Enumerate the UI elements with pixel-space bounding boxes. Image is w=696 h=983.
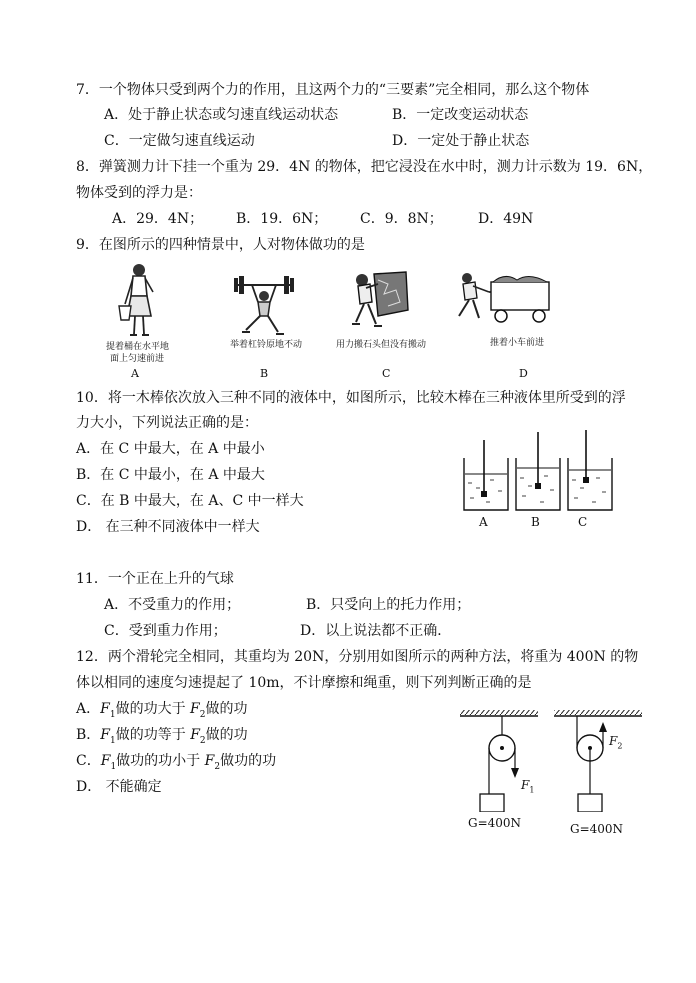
q7-option-a: A．处于静止状态或匀速直线运动状态 — [104, 107, 339, 123]
beaker-c — [568, 430, 612, 510]
q9-figure-a-person-carrying-bucket — [115, 262, 165, 342]
q10-option-c: C．在 B 中最大，在 A、C 中一样大 — [76, 493, 304, 509]
q9-caption-d: 推着小车前进 — [490, 338, 545, 348]
q12-option-d: D． 不能确定 — [76, 779, 162, 795]
beaker-a — [464, 440, 508, 510]
q8-option-c: C．9．8N； — [360, 211, 443, 227]
q9-caption-a-line1: 提着桶在水平地 — [106, 342, 170, 352]
q11-stem: 11．一个正在上升的气球 — [76, 571, 234, 587]
q9-label-c: C — [382, 367, 391, 380]
q11-option-b: B．只受向上的托力作用； — [306, 597, 471, 613]
q7-option-b: B．一定改变运动状态 — [392, 107, 529, 123]
q10-beaker-label-c: C — [578, 515, 588, 529]
q10-option-a: A．在 C 中最大，在 A 中最小 — [76, 441, 265, 457]
q10-option-d: D． 在三种不同液体中一样大 — [76, 519, 260, 535]
q7-option-d: D．一定处于静止状态 — [392, 133, 530, 149]
q8-stem: 8．弹簧测力计下挂一个重为 29．4N 的物体，把它浸没在水中时，测力计示数为 19．6N， — [76, 159, 653, 175]
q12-pulley-figure — [456, 708, 646, 812]
q12-option-b: B．$F_1$做的功等于 $F_2$做的功 — [76, 727, 248, 746]
beaker-b — [516, 432, 560, 510]
q10-beakers-figure — [460, 428, 620, 514]
q12-option-c: C．$F_1$做功的功小于 $F_2$做功的功 — [76, 753, 277, 772]
q11-option-c: C．受到重力作用； — [104, 623, 227, 639]
q11-option-d: D．以上说法都不正确． — [300, 623, 452, 639]
q9-label-b: B — [260, 367, 269, 380]
q9-label-a: A — [131, 367, 139, 380]
q7-stem: 7．一个物体只受到两个力的作用，且这两个力的“三要素”完全相同，那么这个物体 — [76, 82, 590, 98]
q9-figure-d-pushing-cart — [455, 268, 555, 330]
q12-stem: 12．两个滑轮完全相同，其重均为 20N，分别用如图所示的两种方法，将重为 400N 的物 — [76, 649, 639, 665]
q7-option-c: C．一定做匀速直线运动 — [104, 133, 255, 149]
q11-option-a: A．不受重力的作用； — [104, 597, 241, 613]
q10-stem: 10．将一木棒依次放入三种不同的液体中，如图所示，比较木棒在三种液体里所受到的浮 — [76, 390, 626, 406]
q12-force-f2-label: $F_2$ — [609, 734, 623, 751]
q10-stem-cont: 力大小，下列说法正确的是： — [76, 415, 258, 431]
q12-stem-cont: 体以相同的速度匀速提起了 10m，不计摩擦和绳重，则下列判断正确的是 — [76, 675, 532, 691]
q8-option-b: B．19．6N； — [236, 211, 328, 227]
q8-stem-cont: 物体受到的浮力是： — [76, 185, 202, 201]
q12-option-a: A．$F_1$做的功大于 $F_2$做的功 — [76, 701, 248, 720]
q10-beaker-label-a: A — [479, 515, 488, 529]
q8-option-a: A．29．4N； — [112, 211, 204, 227]
q12-weight-label-left: G=400N — [468, 816, 522, 830]
q12-force-f1-label: $F_1$ — [521, 778, 535, 795]
q12-weight-label-right: G=400N — [570, 822, 624, 836]
q9-caption-b: 举着杠铃原地不动 — [230, 340, 303, 350]
q9-label-d: D — [519, 367, 528, 380]
q9-figure-b-weightlifter — [232, 268, 296, 338]
q8-option-d: D．49N — [478, 211, 534, 227]
q9-stem: 9．在图所示的四种情景中，人对物体做功的是 — [76, 237, 365, 253]
q9-caption-a-line2: 面上匀速前进 — [110, 354, 165, 364]
q9-figure-c-pushing-stone — [348, 266, 410, 336]
q10-option-b: B．在 C 中最小，在 A 中最大 — [76, 467, 265, 483]
q9-caption-c: 用力搬石头但没有搬动 — [336, 340, 427, 350]
q10-beaker-label-b: B — [531, 515, 540, 529]
